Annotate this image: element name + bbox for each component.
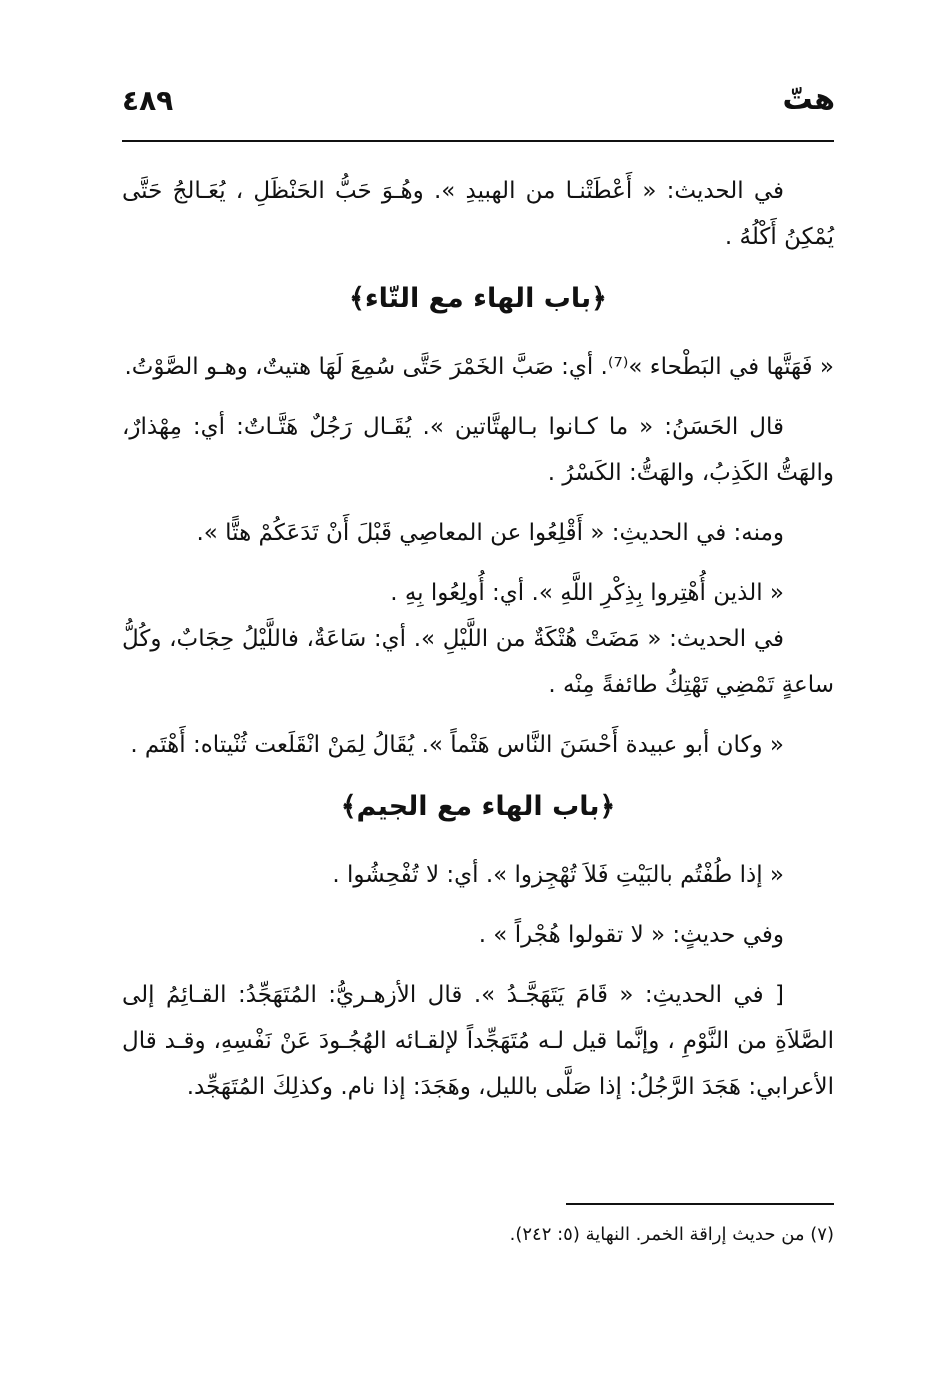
paragraph-6: في الحديث: « مَضَتْ هُتْكَةٌ من اللَّيْلِ ». أي: سَاعَةٌ، فاللَّيْلُ حِجَابٌ، وكُلُّ ساعةٍ تَمْضِي تَهْتِكُ طائفةً مِنْه . (122, 626, 834, 698)
section-heading-ha-jim: ﴿باب الهاء مع الجيم﴾ (340, 791, 616, 822)
paragraph-4: ومنه: في الحديثِ: « أَقْلِعُوا عن المعاصِي قَبْلَ أَنْ تَدَعَكُمْ هتًّا ». (196, 520, 784, 546)
paragraph-8: « إذا طُفْتُم بالبَيْتِ فَلاَ تُهْجِزوا ». أي: لا تُفْحِشُوا . (332, 862, 784, 888)
header-rule (122, 140, 834, 142)
paragraph-9: وفي حديثٍ: « لا تقولوا هُجْراً » . (478, 922, 784, 948)
paragraph-1: في الحديث: « أَعْطَتْنـا من الهبيدِ ». وهُـوَ حَبُّ الحَنْظَلِ ، يُعَـالجُ حَتَّى يُمْكِنُ أَكْلُهُ . (122, 178, 834, 250)
paragraph-3: قال الحَسَنُ: « ما كـانوا بـالهتَّاتين ». يُقَـال رَجُلٌ هَتَّـاتٌ: أي: مِهْذارٌ، والهَتُّ الكَذِبُ، والهَتُّ: الكَسْرُ . (122, 414, 834, 486)
paragraph-5: « الذين أُهْتِروا بِذِكْرِ اللَّهِ ». أي: أُولِعُوا بِهِ . (390, 580, 784, 606)
footnote-rule (566, 1203, 834, 1205)
section-heading-ha-ta: ﴿باب الهاء مع التّاء﴾ (349, 283, 607, 314)
paragraph-7: « وكان أبو عبيدة أَحْسَنَ النَّاس هَتْماً ». يُقَالُ لِمَنْ انْقَلَعت ثُنْيتاه: أَهْتَم . (130, 732, 784, 758)
running-header-title: هتّ (782, 82, 835, 117)
footnote: (٧) من حديث إراقة الخمر. النهاية (٥: ٢٤٢). (509, 1224, 834, 1245)
page-body (122, 168, 834, 1110)
page-number: ٤٨٩ (122, 84, 174, 117)
paragraph-10: [ في الحديثِ: « قَامَ يَتَهَجَّـدُ ». قال الأزهـريُّ: المُتَهَجِّدُ: القـائِمُ إلى الصَّلاَةِ من النَّوْمِ ، وإنَّما قيل لـه مُتَهَجِّداً لإلقـائه الهُجُـودَ عَنْ نَفْسِهِ، وقـد قال الأعرابي: هَجَدَ الرَّجُلُ: إذا صَلَّى بالليل، وهَجَدَ: إذا نام. وكذلِكَ المُتَهَجِّد. (122, 982, 834, 1100)
paragraph-2: « فَهَتَّها في البَطْحاء »⁽⁷⁾. أي: صَبَّ الخَمْرَ حَتَّى سُمِعَ لَهَا هتيتٌ، وهـو الصَّوْتُ. (124, 354, 834, 380)
